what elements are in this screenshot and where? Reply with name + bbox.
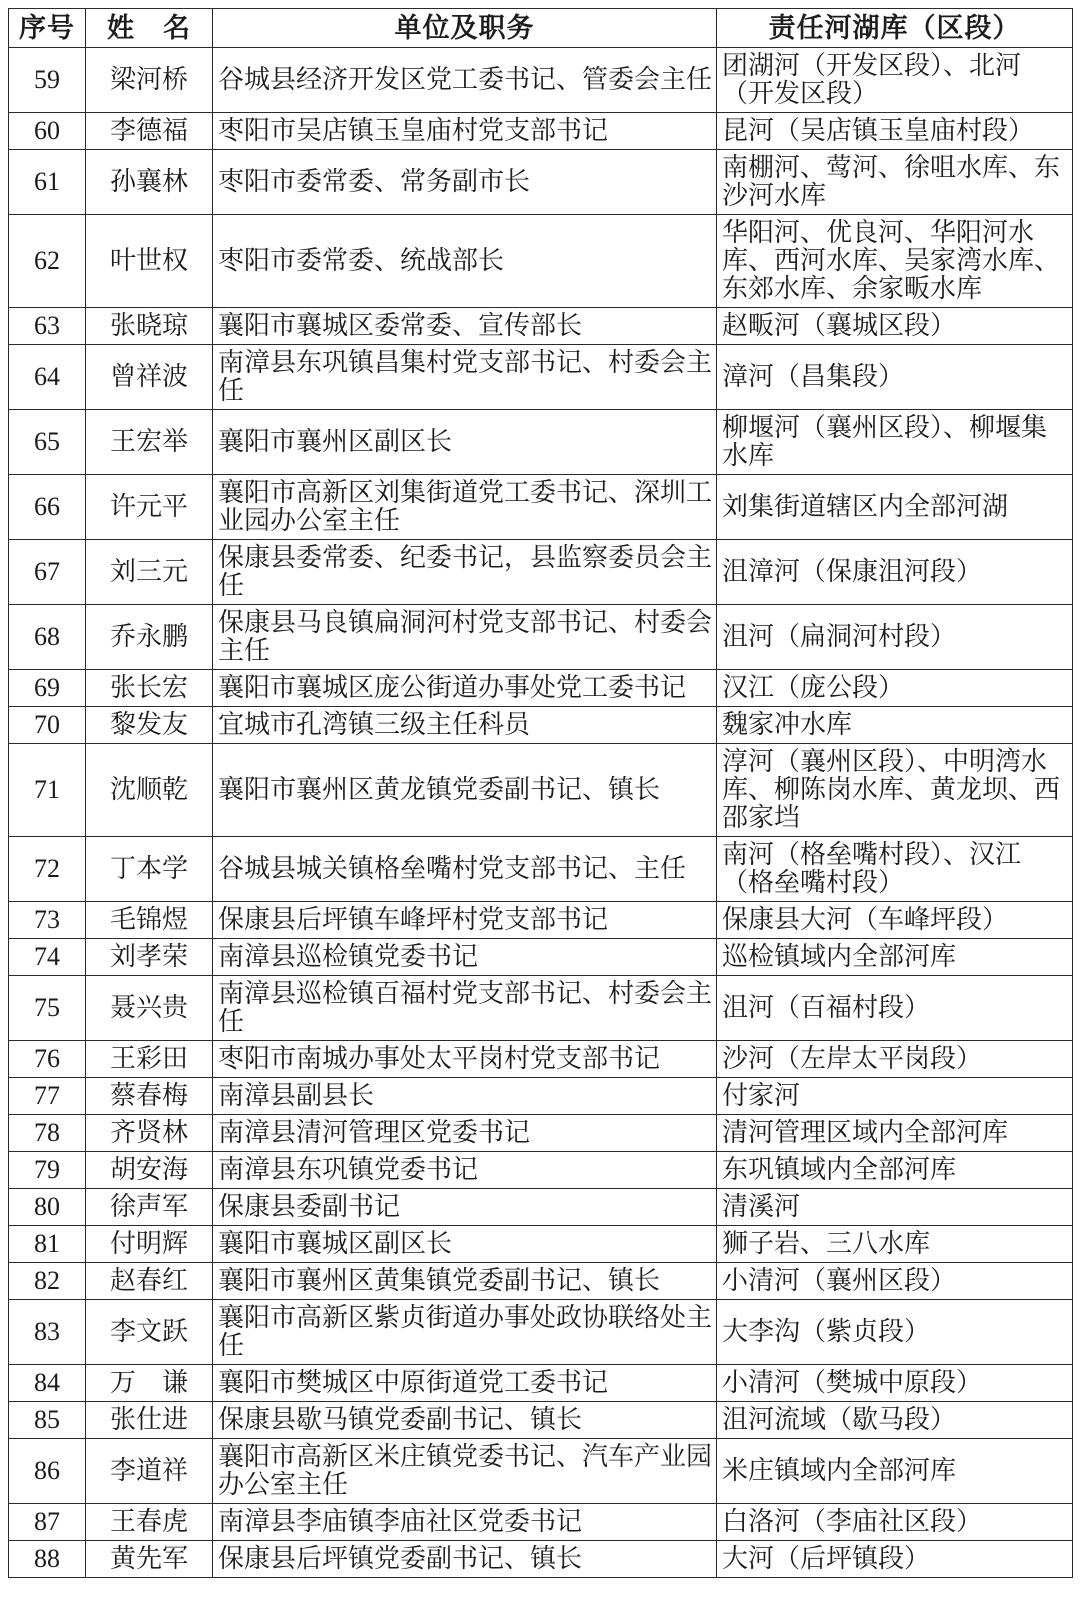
serial-number-cell: 76 [9,1041,86,1078]
responsible-river-cell: 柳堰河（襄州区段）、柳堰集水库 [717,410,1073,475]
unit-position-cell: 南漳县东巩镇昌集村党支部书记、村委会主任 [213,345,717,410]
unit-position-cell: 保康县委副书记 [213,1189,717,1226]
unit-position-cell: 保康县后坪镇车峰坪村党支部书记 [213,902,717,939]
responsible-river-cell: 白洛河（李庙社区段） [717,1504,1073,1541]
serial-number-cell: 68 [9,605,86,670]
responsible-river-cell: 巡检镇域内全部河库 [717,939,1073,976]
responsible-river-cell: 赵畈河（襄城区段） [717,308,1073,345]
serial-number-cell: 64 [9,345,86,410]
serial-number-cell: 83 [9,1300,86,1365]
table-row [9,1504,1073,1541]
column-header-name: 姓 名 [86,9,213,48]
person-name-cell: 付明辉 [86,1226,213,1263]
unit-position-cell: 枣阳市南城办事处太平岗村党支部书记 [213,1041,717,1078]
serial-number-cell: 60 [9,113,86,150]
person-name-cell: 孙襄林 [86,150,213,215]
table-row [9,1041,1073,1078]
person-name-cell: 乔永鹏 [86,605,213,670]
person-name-cell: 黎发友 [86,707,213,744]
person-name-cell: 毛锦煜 [86,902,213,939]
serial-number-cell: 62 [9,215,86,308]
responsible-river-cell: 清河管理区域内全部河库 [717,1115,1073,1152]
person-name-cell: 张长宏 [86,670,213,707]
unit-position-cell: 南漳县清河管理区党委书记 [213,1115,717,1152]
serial-number-cell: 84 [9,1365,86,1402]
column-header-unit-position: 单位及职务 [213,9,717,48]
person-name-cell: 丁本学 [86,837,213,902]
serial-number-cell: 72 [9,837,86,902]
person-name-cell: 王春虎 [86,1504,213,1541]
responsible-river-cell: 狮子岩、三八水库 [717,1226,1073,1263]
person-name-cell: 刘三元 [86,540,213,605]
unit-position-cell: 枣阳市委常委、常务副市长 [213,150,717,215]
unit-position-cell: 保康县马良镇扁洞河村党支部书记、村委会主任 [213,605,717,670]
table-row [9,345,1073,410]
responsible-river-cell: 大河（后坪镇段） [717,1541,1073,1578]
person-name-cell: 王宏举 [86,410,213,475]
responsible-river-cell: 沮河（扁洞河村段） [717,605,1073,670]
table-row [9,1115,1073,1152]
unit-position-cell: 襄阳市襄州区黄龙镇党委副书记、镇长 [213,744,717,837]
unit-position-cell: 南漳县巡检镇党委书记 [213,939,717,976]
person-name-cell: 李德福 [86,113,213,150]
serial-number-cell: 66 [9,475,86,540]
responsible-river-cell: 汉江（庞公段） [717,670,1073,707]
serial-number-cell: 81 [9,1226,86,1263]
person-name-cell: 张仕进 [86,1402,213,1439]
responsible-river-cell: 沮河流域（歇马段） [717,1402,1073,1439]
person-name-cell: 叶世权 [86,215,213,308]
responsible-river-cell: 清溪河 [717,1189,1073,1226]
column-header-serial: 序号 [9,9,86,48]
table-row [9,150,1073,215]
responsible-river-cell: 魏家冲水库 [717,707,1073,744]
serial-number-cell: 77 [9,1078,86,1115]
table-row [9,48,1073,113]
table-row [9,1078,1073,1115]
serial-number-cell: 80 [9,1189,86,1226]
table-row [9,215,1073,308]
serial-number-cell: 69 [9,670,86,707]
responsible-river-cell: 东巩镇域内全部河库 [717,1152,1073,1189]
unit-position-cell: 谷城县经济开发区党工委书记、管委会主任 [213,48,717,113]
unit-position-cell: 保康县后坪镇党委副书记、镇长 [213,1541,717,1578]
unit-position-cell: 谷城县城关镇格垒嘴村党支部书记、主任 [213,837,717,902]
serial-number-cell: 75 [9,976,86,1041]
responsible-river-cell: 沙河（左岸太平岗段） [717,1041,1073,1078]
serial-number-cell: 71 [9,744,86,837]
serial-number-cell: 88 [9,1541,86,1578]
table-row [9,410,1073,475]
table-row [9,1541,1073,1578]
person-name-cell: 曾祥波 [86,345,213,410]
person-name-cell: 聂兴贵 [86,976,213,1041]
unit-position-cell: 襄阳市高新区米庄镇党委书记、汽车产业园办公室主任 [213,1439,717,1504]
table-row [9,670,1073,707]
responsible-river-cell: 淳河（襄州区段）、中明湾水库、柳陈岗水库、黄龙坝、西邵家垱 [717,744,1073,837]
person-name-cell: 黄先军 [86,1541,213,1578]
table-row [9,475,1073,540]
responsible-river-cell: 付家河 [717,1078,1073,1115]
serial-number-cell: 70 [9,707,86,744]
responsible-river-cell: 漳河（昌集段） [717,345,1073,410]
responsible-river-cell: 小清河（襄州区段） [717,1263,1073,1300]
table-row [9,605,1073,670]
person-name-cell: 胡安海 [86,1152,213,1189]
table-row [9,939,1073,976]
table-row [9,308,1073,345]
responsible-river-cell: 保康县大河（车峰坪段） [717,902,1073,939]
person-name-cell: 徐声军 [86,1189,213,1226]
table-row [9,1365,1073,1402]
table-row [9,1226,1073,1263]
responsible-river-cell: 大李沟（紫贞段） [717,1300,1073,1365]
person-name-cell: 蔡春梅 [86,1078,213,1115]
unit-position-cell: 宜城市孔湾镇三级主任科员 [213,707,717,744]
serial-number-cell: 63 [9,308,86,345]
person-name-cell: 王彩田 [86,1041,213,1078]
person-name-cell: 李道祥 [86,1439,213,1504]
person-name-cell: 齐贤林 [86,1115,213,1152]
person-name-cell: 梁河桥 [86,48,213,113]
table-row [9,707,1073,744]
unit-position-cell: 南漳县副县长 [213,1078,717,1115]
serial-number-cell: 79 [9,1152,86,1189]
responsible-river-cell: 沮河（百福村段） [717,976,1073,1041]
person-name-cell: 沈顺乾 [86,744,213,837]
column-header-responsible-river: 责任河湖库（区段） [717,9,1073,48]
unit-position-cell: 保康县歇马镇党委副书记、镇长 [213,1402,717,1439]
unit-position-cell: 襄阳市襄城区委常委、宣传部长 [213,308,717,345]
table-row [9,976,1073,1041]
table-row [9,744,1073,837]
serial-number-cell: 65 [9,410,86,475]
responsible-river-cell: 南河（格垒嘴村段）、汉江（格垒嘴村段） [717,837,1073,902]
unit-position-cell: 保康县委常委、纪委书记，县监察委员会主任 [213,540,717,605]
table-row [9,1402,1073,1439]
unit-position-cell: 襄阳市襄州区黄集镇党委副书记、镇长 [213,1263,717,1300]
person-name-cell: 张晓琼 [86,308,213,345]
serial-number-cell: 59 [9,48,86,113]
person-name-cell: 刘孝荣 [86,939,213,976]
table-row [9,1152,1073,1189]
serial-number-cell: 87 [9,1504,86,1541]
table-row [9,113,1073,150]
person-name-cell: 万 谦 [86,1365,213,1402]
unit-position-cell: 南漳县李庙镇李庙社区党委书记 [213,1504,717,1541]
serial-number-cell: 61 [9,150,86,215]
responsible-river-cell: 南棚河、莺河、徐咀水库、东沙河水库 [717,150,1073,215]
unit-position-cell: 襄阳市襄城区庞公街道办事处党工委书记 [213,670,717,707]
table-row [9,540,1073,605]
responsible-river-cell: 沮漳河（保康沮河段） [717,540,1073,605]
unit-position-cell: 南漳县巡检镇百福村党支部书记、村委会主任 [213,976,717,1041]
serial-number-cell: 73 [9,902,86,939]
responsible-river-cell: 米庄镇域内全部河库 [717,1439,1073,1504]
person-name-cell: 许元平 [86,475,213,540]
unit-position-cell: 枣阳市委常委、统战部长 [213,215,717,308]
serial-number-cell: 74 [9,939,86,976]
table-row [9,1439,1073,1504]
serial-number-cell: 82 [9,1263,86,1300]
table-row [9,837,1073,902]
river-responsibility-table [8,8,1073,1578]
responsible-river-cell: 团湖河（开发区段）、北河（开发区段） [717,48,1073,113]
serial-number-cell: 78 [9,1115,86,1152]
table-row [9,1300,1073,1365]
unit-position-cell: 襄阳市襄城区副区长 [213,1226,717,1263]
person-name-cell: 李文跃 [86,1300,213,1365]
responsible-river-cell: 刘集街道辖区内全部河湖 [717,475,1073,540]
responsible-river-cell: 华阳河、优良河、华阳河水库、西河水库、吴家湾水库、东郊水库、余家畈水库 [717,215,1073,308]
unit-position-cell: 襄阳市高新区紫贞街道办事处政协联络处主任 [213,1300,717,1365]
unit-position-cell: 枣阳市吴店镇玉皇庙村党支部书记 [213,113,717,150]
unit-position-cell: 襄阳市高新区刘集街道党工委书记、深圳工业园办公室主任 [213,475,717,540]
table-row [9,902,1073,939]
serial-number-cell: 85 [9,1402,86,1439]
unit-position-cell: 南漳县东巩镇党委书记 [213,1152,717,1189]
header-row [9,9,1073,48]
person-name-cell: 赵春红 [86,1263,213,1300]
unit-position-cell: 襄阳市樊城区中原街道党工委书记 [213,1365,717,1402]
serial-number-cell: 86 [9,1439,86,1504]
unit-position-cell: 襄阳市襄州区副区长 [213,410,717,475]
responsible-river-cell: 小清河（樊城中原段） [717,1365,1073,1402]
responsible-river-cell: 昆河（吴店镇玉皇庙村段） [717,113,1073,150]
table-row [9,1189,1073,1226]
table-row [9,1263,1073,1300]
serial-number-cell: 67 [9,540,86,605]
